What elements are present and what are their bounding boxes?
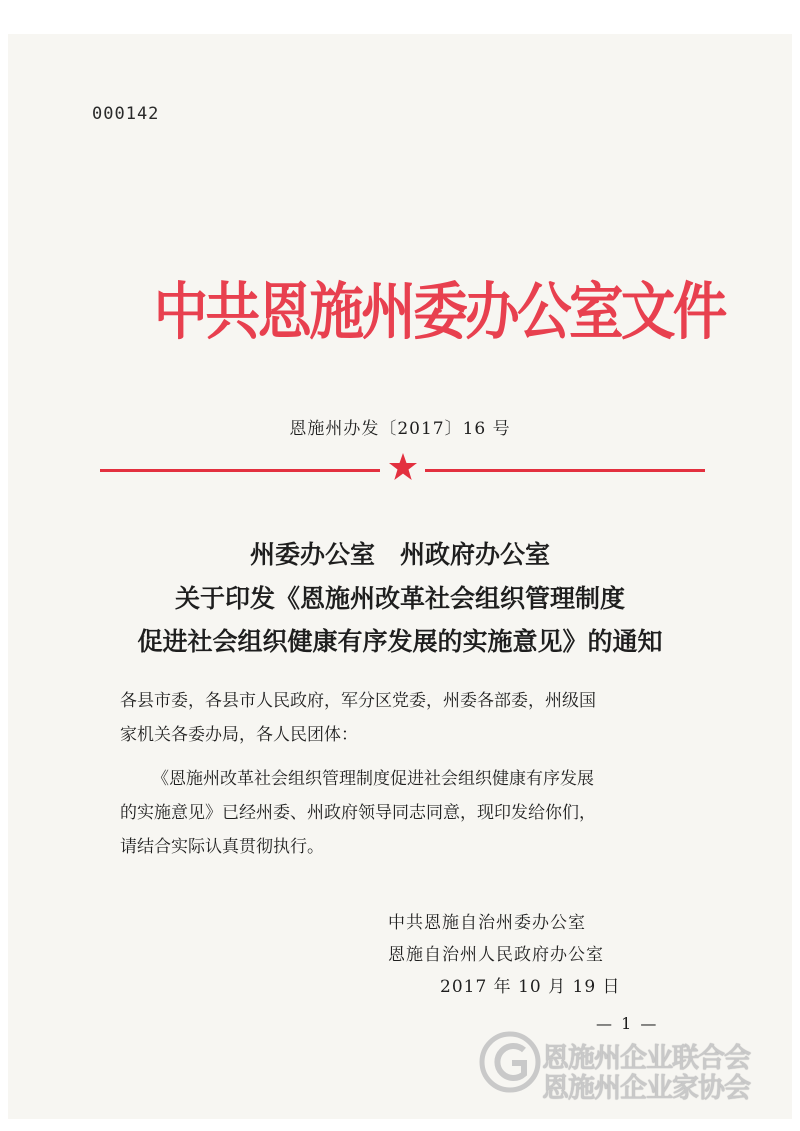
association-logo-icon [478,1030,542,1094]
page-number: — 1 — [596,1014,659,1033]
notice-title-line-2: 关于印发《恩施州改革社会组织管理制度 [174,584,625,613]
body-paragraph-line-1: 《恩施州改革社会组织管理制度促进社会组织健康有序发展 [152,769,594,789]
watermark-line-2: 恩施州企业家协会 [542,1073,750,1104]
header-rule-left [100,469,380,472]
signature-org-1: 中共恩施自治州委办公室 [388,913,586,933]
signature-date: 2017 年 10 月 19 日 [440,977,621,997]
star-icon [388,452,418,482]
document-number: 恩施州办发〔2017〕16 号 [289,419,511,439]
notice-title-line-1: 州委办公室 州政府办公室 [249,540,550,569]
document-header-title: 中共恩施州委办公室文件 [153,275,725,348]
recipients-line-2: 家机关各委办局，各人民团体： [120,725,358,745]
body-paragraph-line-3: 请结合实际认真贯彻执行。 [120,837,324,857]
recipients-line-1: 各县市委，各县市人民政府，军分区党委，州委各部委，州级国 [120,691,596,711]
notice-title-line-3: 促进社会组织健康有序发展的实施意见》的通知 [137,627,663,656]
header-rule-right [425,469,705,472]
body-paragraph-line-2: 的实施意见》已经州委、州政府领导同志同意，现印发给你们， [120,803,596,823]
serial-number: 000142 [92,104,160,124]
signature-org-2: 恩施自治州人民政府办公室 [388,945,604,965]
watermark-line-1: 恩施州企业联合会 [542,1043,750,1074]
